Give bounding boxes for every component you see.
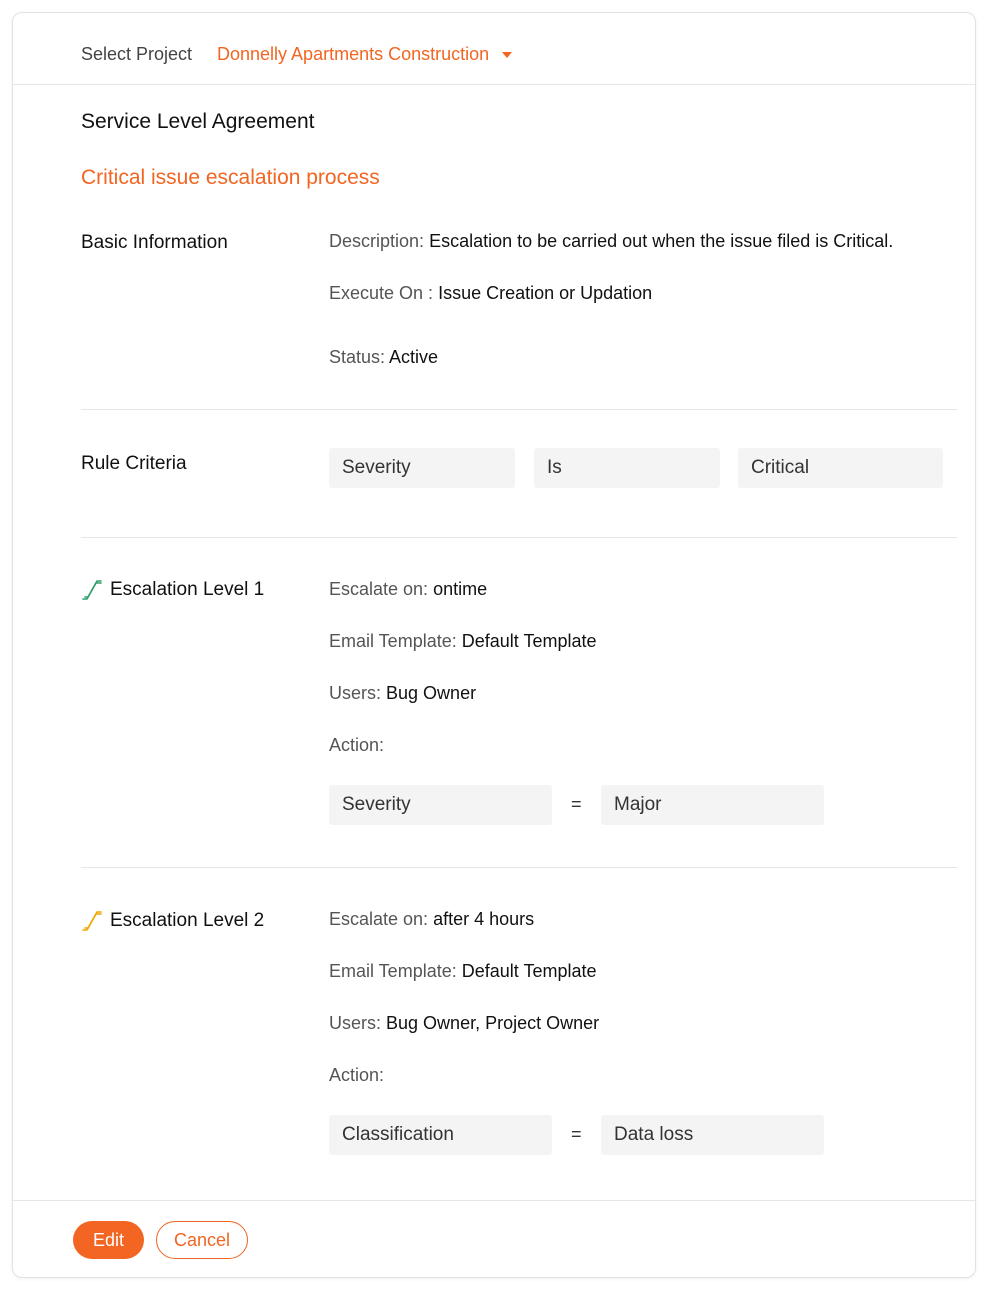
users-value: Bug Owner, Project Owner	[386, 1013, 600, 1033]
email-template-value: Default Template	[461, 631, 597, 651]
execute-on-field	[329, 283, 652, 304]
users-value: Bug Owner	[386, 683, 477, 703]
description-field	[329, 231, 893, 252]
rule-title: Critical issue escalation process	[81, 166, 380, 189]
action-key: Action:	[329, 735, 385, 755]
level-2-title: Escalation Level 2	[110, 910, 265, 931]
project-header	[13, 13, 975, 85]
level-1-equals: =	[571, 794, 582, 814]
level-2-action-field-pill: Classification	[329, 1115, 552, 1155]
email-template-value: Default Template	[461, 961, 597, 981]
status-field	[329, 347, 438, 368]
level-1-action-value-pill: Major	[601, 785, 824, 825]
description-value: Escalation to be carried out when the issue filed is Critical.	[429, 231, 894, 251]
level-1-users	[329, 683, 476, 704]
rule-criteria-label: Rule Criteria	[81, 453, 187, 474]
divider	[81, 409, 957, 410]
page-title: Service Level Agreement	[81, 110, 315, 133]
escalator-icon	[81, 910, 103, 932]
email-template-key: Email Template:	[329, 631, 457, 651]
cancel-button[interactable]: Cancel	[156, 1221, 248, 1259]
email-template-key: Email Template:	[329, 961, 457, 981]
escalation-level-1-label	[81, 579, 264, 601]
escalate-on-value: ontime	[433, 579, 488, 599]
level-2-action-value-pill: Data loss	[601, 1115, 824, 1155]
level-1-action-field-pill: Severity	[329, 785, 552, 825]
description-key: Description:	[329, 231, 425, 251]
escalation-level-2-label	[81, 910, 264, 932]
level-1-title: Escalation Level 1	[110, 579, 265, 600]
level-2-equals: =	[571, 1124, 582, 1144]
project-name: Donnelly Apartments Construction	[217, 44, 490, 64]
level-1-escalate-on	[329, 579, 487, 600]
users-key: Users:	[329, 1013, 382, 1033]
escalate-on-value: after 4 hours	[433, 909, 535, 929]
criteria-field-pill: Severity	[329, 448, 515, 488]
footer-actions	[13, 1200, 975, 1278]
caret-down-icon	[502, 52, 512, 58]
users-key: Users:	[329, 683, 382, 703]
divider	[81, 537, 957, 538]
status-value: Active	[389, 347, 439, 367]
criteria-value-pill: Critical	[738, 448, 943, 488]
escalator-icon	[81, 579, 103, 601]
select-project-label: Select Project	[81, 44, 193, 64]
criteria-operator-pill: Is	[534, 448, 720, 488]
level-1-action	[329, 735, 384, 756]
level-2-email-template	[329, 961, 597, 982]
level-1-email-template	[329, 631, 597, 652]
action-key: Action:	[329, 1065, 385, 1085]
divider	[81, 867, 957, 868]
level-2-escalate-on	[329, 909, 534, 930]
escalate-on-key: Escalate on:	[329, 909, 429, 929]
execute-on-value: Issue Creation or Updation	[438, 283, 653, 303]
basic-information-label: Basic Information	[81, 232, 228, 253]
status-key: Status:	[329, 347, 386, 367]
escalate-on-key: Escalate on:	[329, 579, 429, 599]
execute-on-key: Execute On :	[329, 283, 434, 303]
sla-card	[12, 12, 976, 1278]
level-2-users	[329, 1013, 599, 1034]
project-dropdown[interactable]	[217, 44, 512, 65]
level-2-action	[329, 1065, 384, 1086]
edit-button[interactable]: Edit	[73, 1221, 144, 1259]
